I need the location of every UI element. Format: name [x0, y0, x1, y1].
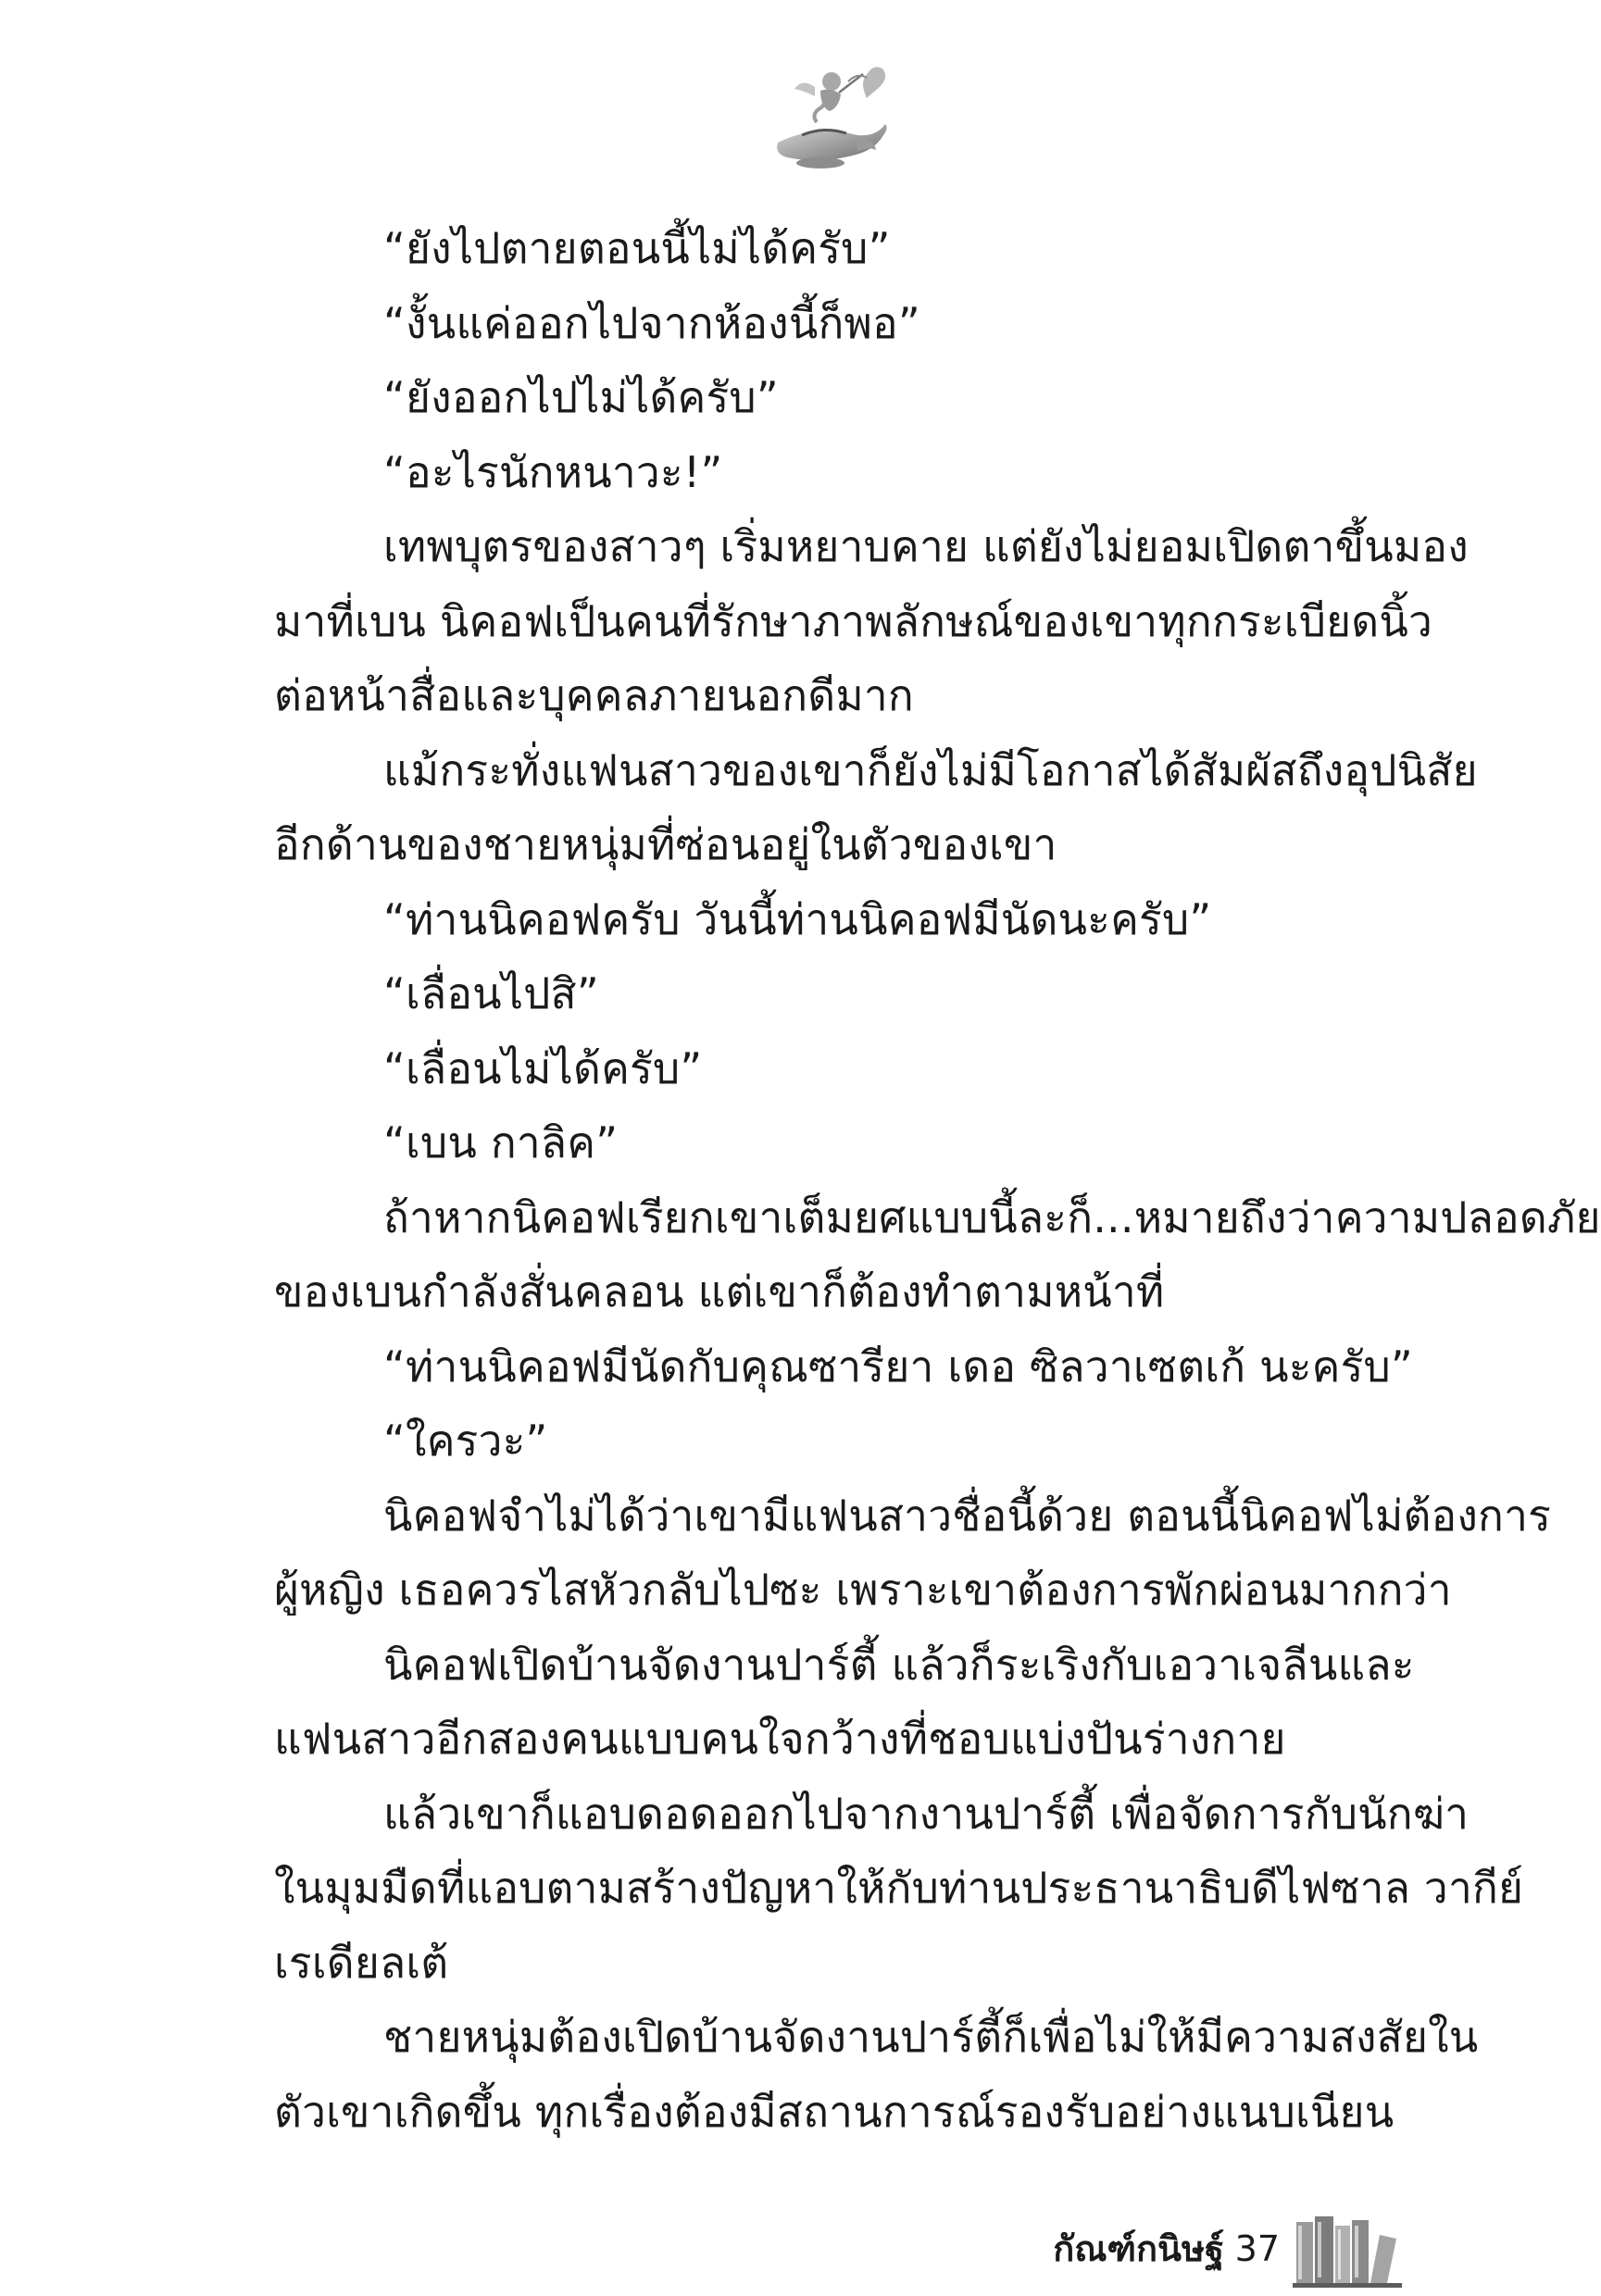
paragraph-line: นิคอฟเปิดบ้านจัดงานปาร์ตี้ แล้วก็ระเริงกับเอวาเจลีนและ: [383, 1639, 1415, 1690]
paragraph-line: ผู้หญิง เธอควรไสหัวกลับไปซะ เพราะเขาต้องการพักผ่อนมากกว่า: [274, 1565, 1452, 1615]
paragraph-line: “เบน กาลิค”: [383, 1117, 619, 1167]
paragraph-line: “ยังออกไปไม่ได้ครับ”: [383, 372, 779, 422]
paragraph-line: นิคอฟจำไม่ได้ว่าเขามีแฟนสาวชื่อนี้ด้วย ตอนนี้นิคอฟไม่ต้องการ: [383, 1490, 1552, 1541]
paragraph-line: “งั้นแค่ออกไปจากห้องนี้ก็พอ”: [383, 297, 920, 348]
paragraph-line: เรเดียลเต้: [274, 1937, 449, 1988]
paragraph-line: แม้กระทั่งแฟนสาวของเขาก็ยังไม่มีโอกาสได้สัมผัสถึงอุปนิสัย: [383, 744, 1478, 795]
paragraph-line: “เลื่อนไม่ได้ครับ”: [383, 1042, 703, 1093]
paragraph-line: “อะไรนักหนาวะ!”: [383, 446, 723, 497]
paragraph-line: “ท่านนิคอฟมีนัดกับคุณซารียา เดอ ซิลวาเซตเก้ นะครับ”: [383, 1341, 1413, 1391]
paragraph-line: ของเบนกำลังสั่นคลอน แต่เขาก็ต้องทำตามหน้าที่: [274, 1267, 1165, 1316]
paragraph-line: แฟนสาวอีกสองคนแบบคนใจกว้างที่ชอบแบ่งปันร่างกาย: [274, 1714, 1286, 1764]
paragraph-line: ชายหนุ่มต้องเปิดบ้านจัดงานปาร์ตี้ก็เพื่อไม่ให้มีความสงสัยใน: [383, 2012, 1479, 2062]
paragraph-line: “เลื่อนไปสิ”: [383, 968, 599, 1018]
books-stack-icon: [1293, 2213, 1404, 2289]
paragraph-line: “ใครวะ”: [383, 1416, 548, 1466]
body-text: [274, 211, 1601, 2149]
paragraph-line: อีกด้านของชายหนุ่มที่ซ่อนอยู่ในตัวของเขา: [274, 819, 1057, 869]
paragraph-line: แล้วเขาก็แอบดอดออกไปจากงานปาร์ตี้ เพื่อจัดการกับนักฆ่า: [383, 1788, 1470, 1839]
paragraph-line: เทพบุตรของสาวๆ เริ่มหยาบคาย แต่ยังไม่ยอมเปิดตาขึ้นมอง: [383, 521, 1469, 571]
paragraph-line: “ท่านนิคอฟครับ วันนี้ท่านนิคอฟมีนัดนะครับ”: [383, 893, 1212, 944]
paragraph-line: ในมุมมืดที่แอบตามสร้างปัญหาให้กับท่านประธานาธิบดีไฟซาล วากีย์: [274, 1863, 1524, 1913]
paragraph-line: ตัวเขาเกิดขึ้น ทุกเรื่องต้องมีสถานการณ์รองรับอย่างแนบเนียน: [274, 2086, 1395, 2137]
page-number: 37: [1234, 2228, 1280, 2269]
paragraph-line: “ยังไปตายตอนนี้ไม่ได้ครับ”: [383, 223, 891, 273]
paragraph-line: ถ้าหากนิคอฟเรียกเขาเต็มยศแบบนี้ละก็...หมายถึงว่าความปลอดภัย: [383, 1192, 1601, 1242]
paragraph-line: ต่อหน้าสื่อและบุคคลภายนอกดีมาก: [274, 670, 914, 720]
paragraph-line: มาที่เบน นิคอฟเป็นคนที่รักษาภาพลักษณ์ของเขาทุกกระเบียดนิ้ว: [274, 595, 1432, 646]
cupid-genie-lamp-icon: [759, 54, 898, 174]
book-title: กัณฑ์กนิษฐ์: [1053, 2228, 1224, 2269]
page-footer: [926, 2213, 1445, 2296]
